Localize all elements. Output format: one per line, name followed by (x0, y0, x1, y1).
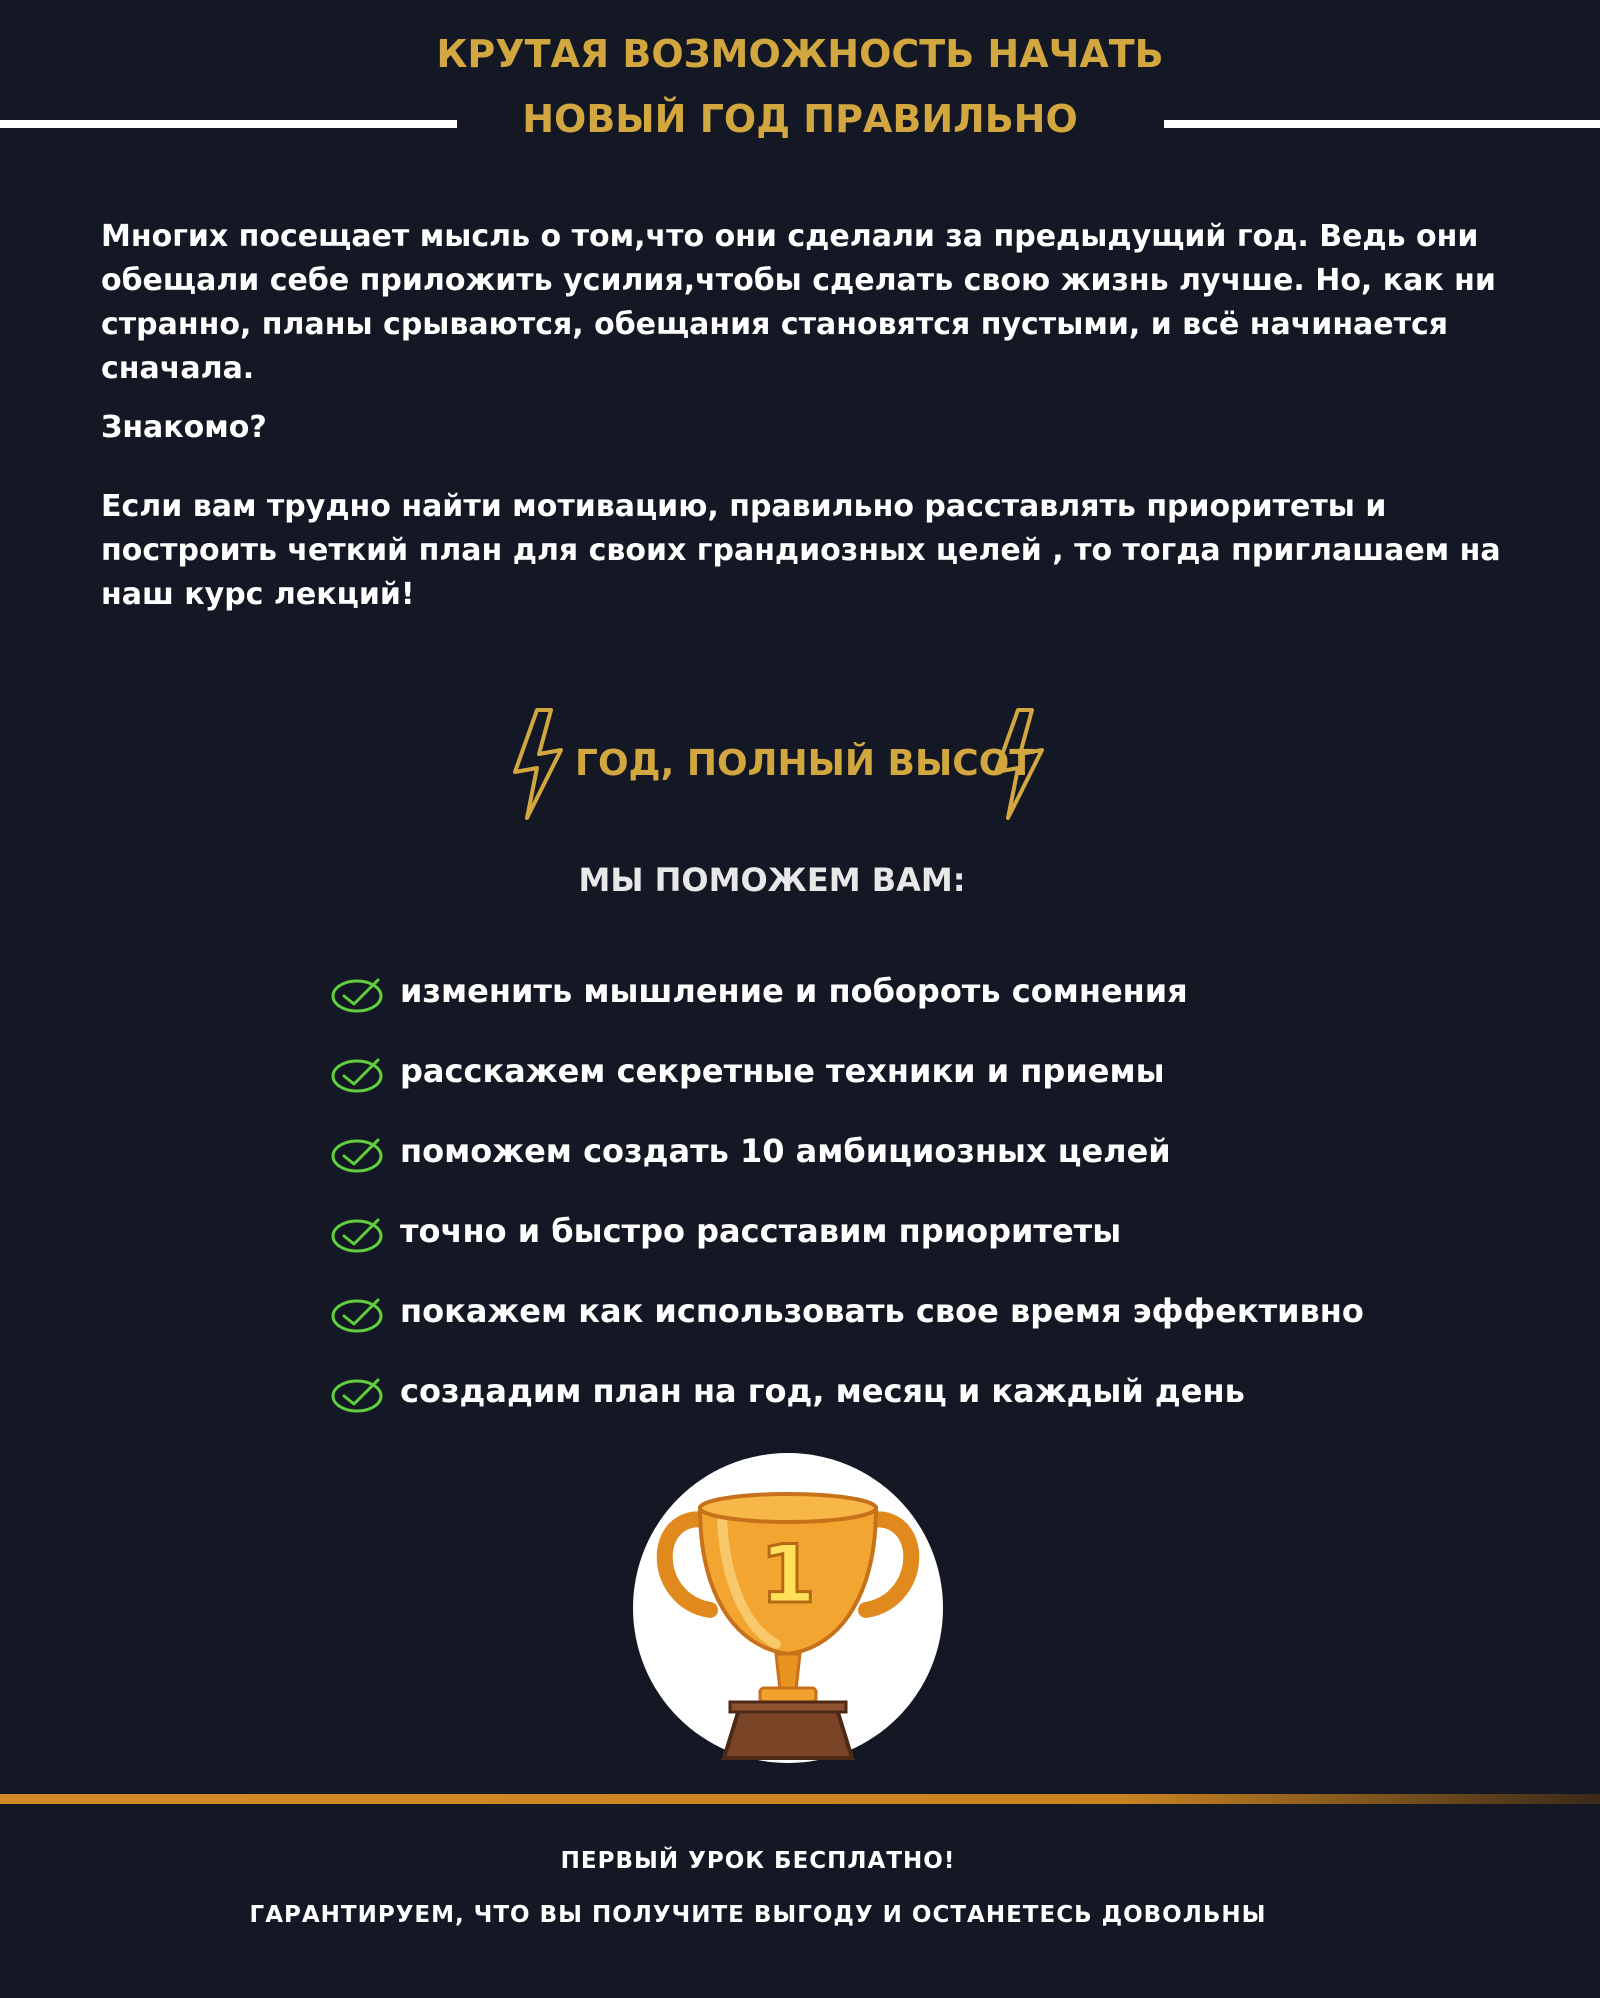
header-divider-left (0, 120, 457, 128)
list-item-text: создадим план на год, месяц и каждый день (400, 1372, 1245, 1410)
lightning-bolt-icon (507, 706, 567, 822)
title-line-2: НОВЫЙ ГОД ПРАВИЛЬНО (522, 97, 1078, 141)
trophy-icon (630, 1450, 946, 1766)
check-circle-icon (330, 1214, 386, 1254)
lightning-bolt-icon (988, 706, 1048, 822)
title-line-1: КРУТАЯ ВОЗМОЖНОСТЬ НАЧАТЬ (436, 32, 1164, 76)
list-item-text: точно и быстро расставим приоритеты (400, 1212, 1122, 1250)
trophy-number: 1 (760, 1528, 816, 1621)
list-item-text: изменить мышление и побороть сомнения (400, 972, 1188, 1010)
footer-divider (0, 1794, 1600, 1804)
check-circle-icon (330, 974, 386, 1014)
header-divider-right (1164, 120, 1600, 128)
list-item-text: покажем как использовать свое время эффективно (400, 1292, 1364, 1330)
help-heading: МЫ ПОМОЖЕМ ВАМ: (578, 861, 966, 899)
intro-question: Знакомо? (101, 410, 267, 445)
intro-paragraph-2: Если вам трудно найти мотивацию, правильно расставлять приоритеты и построить четкий план для своих грандиозных целей , то тогда приглашаем на наш курс лекций! (101, 489, 1501, 612)
check-circle-icon (330, 1294, 386, 1334)
check-circle-icon (330, 1374, 386, 1414)
list-item-text: расскажем секретные техники и приемы (400, 1052, 1165, 1090)
slogan-heading: ГОД, ПОЛНЫЙ ВЫСОТ (575, 743, 1034, 784)
intro-paragraph-1: Многих посещает мысль о том,что они сделали за предыдущий год. Ведь они обещали себе приложить усилия,чтобы сделать свою жизнь лучше. Но, как ни странно, планы срываются, обещания становятся пустыми, и всё начинается сначала. (101, 219, 1496, 386)
check-circle-icon (330, 1054, 386, 1094)
list-item-text: поможем создать 10 амбициозных целей (400, 1132, 1171, 1170)
footer-line-2: ГАРАНТИРУЕМ, ЧТО ВЫ ПОЛУЧИТЕ ВЫГОДУ И ОСТАНЕТЕСЬ ДОВОЛЬНЫ (249, 1902, 1267, 1928)
trophy-badge (630, 1450, 946, 1766)
check-circle-icon (330, 1134, 386, 1174)
footer-line-1: ПЕРВЫЙ УРОК БЕСПЛАТНО! (560, 1848, 956, 1874)
page-title (0, 22, 1600, 152)
